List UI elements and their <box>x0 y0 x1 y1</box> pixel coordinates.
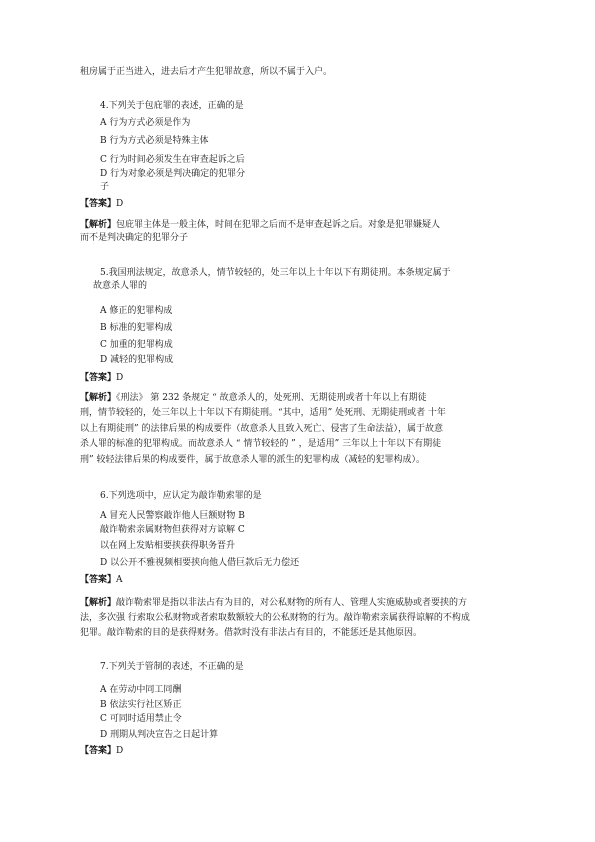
question-5-stem-line-1: 5.我国刑法规定，故意杀人，情节较轻的，处三年以上十年以下有期徒刑。本条规定属于 <box>100 268 451 278</box>
analysis-label: 【解析】 <box>80 598 117 608</box>
answer-value: D <box>116 746 124 756</box>
q5-analysis-line-1 <box>80 392 427 404</box>
q4-answer <box>80 198 123 210</box>
answer-value: A <box>116 575 123 585</box>
q7-answer <box>80 745 123 757</box>
q5-analysis-line-5: 刑” 较轻法律后果的构成要件，属于故意杀人罪的派生的犯罪构成（减轻的犯罪构成）。 <box>80 455 425 465</box>
q4-option-c: C 行为时间必须发生在审查起诉之后 <box>100 155 245 165</box>
question-5-stem-line-2: 故意杀人罪的 <box>93 281 148 291</box>
q7-option-d: D 刑期从判决宣告之日起计算 <box>100 730 219 740</box>
analysis-text: 敲诈勒索罪是指以非法占有为目的，对公私财物的所有人、管理人实施威胁或者要挟的方 <box>116 598 468 608</box>
question-6-stem: 6.下列选项中，应认定为敲诈勒索罪的是 <box>100 491 262 501</box>
q6-option-line-3: 以在网上发贴相要挟获得职务晋升 <box>100 541 236 551</box>
q4-analysis-line-2: 而不是判决确定的犯罪分子 <box>80 233 189 243</box>
q4-analysis-line-1 <box>80 219 440 231</box>
answer-label: 【答案】 <box>80 575 117 585</box>
analysis-text: 包庇罪主体是一般主体，时间在犯罪之后而不是审查起诉之后。对象是犯罪嫌疑人 <box>116 220 441 230</box>
q6-option-line-1: A 冒充人民警察敲诈他人巨额财物 B <box>100 511 245 521</box>
analysis-text: 《刑法》 第 232 条规定 “ 故意杀人的，处死刑、无期徒刑或者十年以上有期徒 <box>116 393 427 403</box>
q6-analysis-line-2: 法，多次强 行索取公私财物或者索取数额较大的公私财物的行为。敲诈勒索亲属获得谅解的不构成 <box>80 613 470 623</box>
q5-option-d: D 减轻的犯罪构成 <box>100 355 174 365</box>
question-7-stem: 7.下列关于管制的表述，不正确的是 <box>100 662 244 672</box>
analysis-label: 【解析】 <box>80 220 117 230</box>
analysis-label: 【解析】 <box>80 393 117 403</box>
q7-option-b: B 依法实行社区矫正 <box>100 700 182 710</box>
answer-label: 【答案】 <box>80 199 117 209</box>
answer-value: D <box>116 199 124 209</box>
q5-option-c: C 加重的犯罪构成 <box>100 340 173 350</box>
q4-option-b: B 行为方式必须是特殊主体 <box>100 136 209 146</box>
answer-label: 【答案】 <box>80 373 117 383</box>
q5-option-a: A 修正的犯罪构成 <box>100 306 173 316</box>
q5-analysis-line-4: 杀人罪的标准的犯罪构成。而故意杀人 “ 情节较轻的 ” ，是适用” 三年以上十年以下有期徒 <box>80 439 442 449</box>
q6-analysis-line-1 <box>80 597 467 609</box>
q4-option-d: D 行为对象必须是判决确定的犯罪分 <box>100 169 246 179</box>
intro-text: 租房属于正当进入，进去后才产生犯罪故意，所以不属于入户。 <box>80 67 333 77</box>
q6-analysis-line-3: 犯罪。敲诈勒索的目的是获得财务。借款时没有非法占有目的，不能惩还是其他原因。 <box>80 628 423 638</box>
q6-option-line-2: 敲诈勒索亲属财物但获得对方谅解 C <box>100 525 245 535</box>
q7-option-a: A 在劳动中同工同酬 <box>100 685 182 695</box>
question-4-stem: 4.下列关于包庇罪的表述，正确的是 <box>100 101 244 111</box>
q4-option-d-cont: 子 <box>100 182 110 192</box>
answer-label: 【答案】 <box>80 746 117 756</box>
q4-option-a: A 行为方式必须是作为 <box>100 118 191 128</box>
answer-value: D <box>116 373 124 383</box>
q5-answer <box>80 372 123 384</box>
q5-analysis-line-2: 刑，情节较轻的，处三年以上十年以下有期徒刑。“其中，适用” 处死刑、无期徒刑或者 十年 <box>80 408 446 418</box>
q5-analysis-line-3: 以上有期徒刑” 的法律后果的构成要件（故意杀人且致入死亡、侵害了生命法益），属于故意 <box>80 424 443 434</box>
q5-option-b: B 标准的犯罪构成 <box>100 323 173 333</box>
q6-answer <box>80 574 123 586</box>
q6-option-d: D 以公开不雅视频相要挟向他人借巨款后无力偿还 <box>100 558 300 568</box>
q7-option-c: C 可同时适用禁止令 <box>100 714 182 724</box>
